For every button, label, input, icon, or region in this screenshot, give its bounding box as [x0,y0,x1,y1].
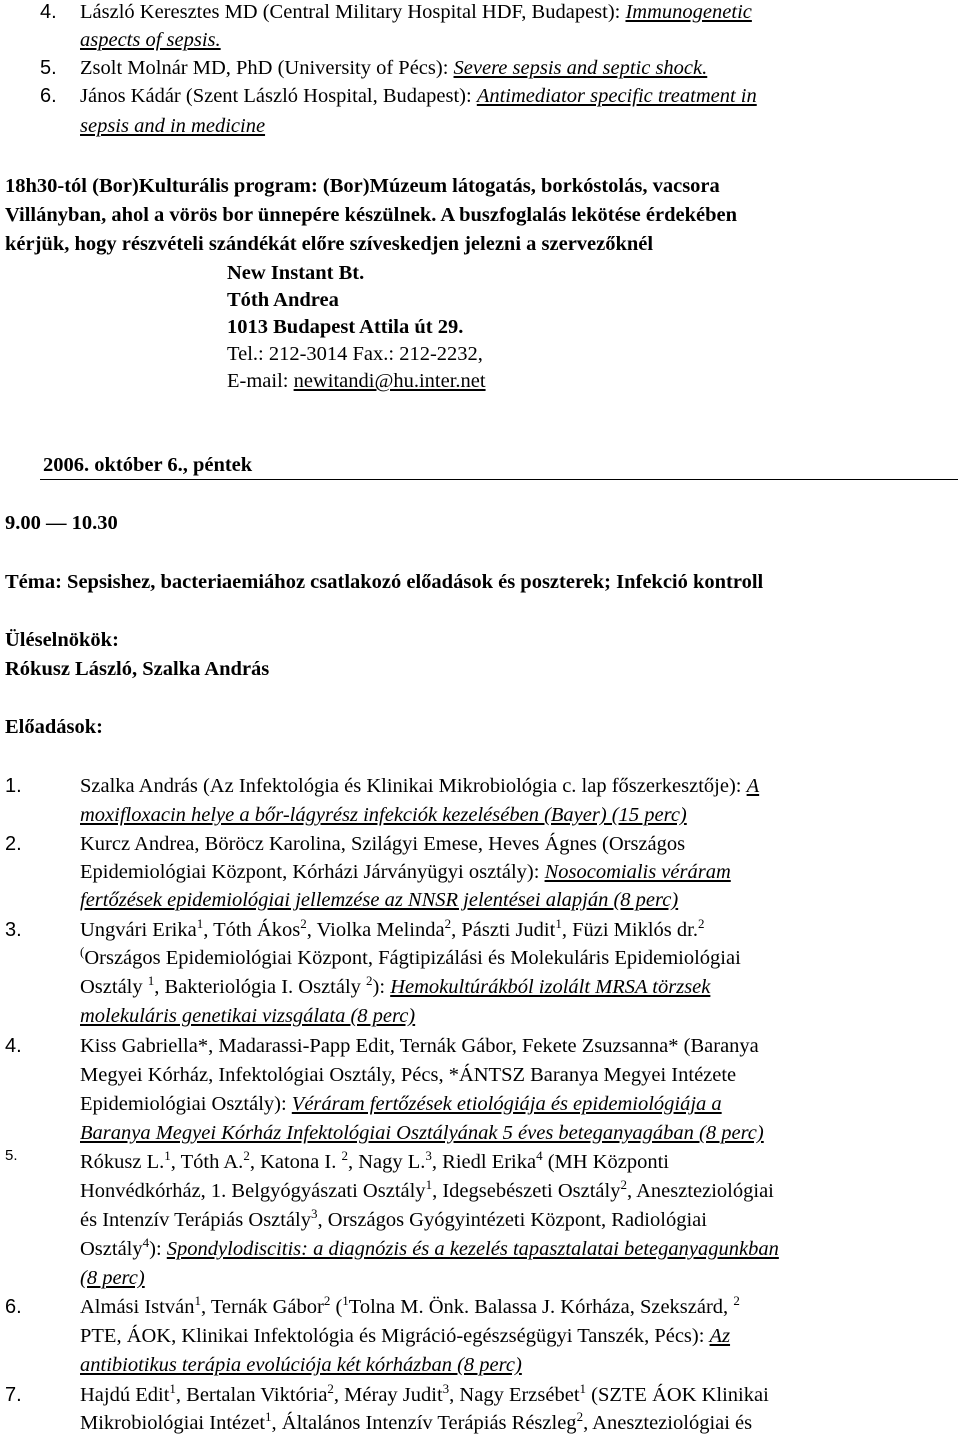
talk-author [80,916,704,944]
talk-title: Az [709,1325,731,1347]
session-topic: Téma: Sepsishez, bacteriaemiához csatlakozó előadások és poszterek; Infekció kontroll [5,571,764,593]
affiliation-text: Honvédkórház, 1. Belgyógyászati Osztály [80,1180,426,1202]
affiliation-mark: 2 [444,916,452,931]
author-name: , Riedl Erika [431,1151,537,1173]
author-name: , Méray Judit [333,1384,443,1406]
affiliation-text: , Bakteriológia I. Osztály [154,976,367,998]
affiliation-mark: 1 [169,1381,176,1396]
talk-title: Hemokultúrákból izolált MRSA törzsek [390,976,711,998]
affiliation-mark: 2 [327,1381,334,1396]
affiliation-mark: 2 [697,916,705,931]
talk-line [80,973,710,1001]
author-name: , Ternák Gábor [200,1296,324,1318]
affiliation-mark: 1 [555,916,562,931]
affiliation-text: ( [330,1296,343,1318]
list-number: 6. [5,1296,22,1318]
talk-title: Baranya Megyei Kórház Infektológiai Osztályának 5 éves beteganyagában (8 perc) [80,1122,764,1144]
affiliation-text: és Intenzív Terápiás Osztály [80,1209,312,1231]
author-name: Ungvári Erika [80,919,197,941]
author-name: , Nagy Erzsébet [449,1384,580,1406]
affiliation-mark: 3 [425,1148,432,1163]
talk-author: Kurcz Andrea, Böröcz Karolina, Szilágyi Emese, Heves Ágnes (Országos [80,833,686,855]
author-name: , Füzi Miklós dr. [561,919,698,941]
list-number: 5. [5,1147,18,1164]
affiliation-mark: 4 [536,1148,543,1163]
talk-author [80,1381,769,1409]
talk-author: Kiss Gabriella*, Madarassi-Papp Edit, Ternák Gábor, Fekete Zsuzsanna* (Baranya [80,1035,759,1057]
affiliation-text: Tolna M. Önk. Balassa J. Kórháza, Szekszárd, [348,1296,734,1318]
list-number: 3. [5,919,22,941]
affiliation-mark: 1 [342,1293,349,1308]
talk-title: Spondylodiscitis: a diagnózis és a kezelés tapasztalatai beteganyagunkban [166,1238,779,1260]
contact-address: 1013 Budapest Attila út 29. [227,316,464,338]
affiliation-text: PTE, ÁOK, Klinikai Infektológia és Migráció-egészségügyi Tanszék, Pécs): [80,1325,710,1347]
talk-affiliation [80,1206,707,1234]
talk-line [80,0,752,26]
author-name: , Tóth A. [170,1151,244,1173]
affiliation-text: , Általános Intenzív Terápiás Részleg [271,1412,577,1434]
talk-author [80,1148,669,1176]
contact-phone: Tel.: 212-3014 Fax.: 212-2232, [227,343,483,365]
talk-title: (8 perc) [80,1267,145,1289]
list-number: 5. [40,57,57,79]
talk-line [80,82,757,110]
affiliation-text: , Aneszteziológiai [626,1180,774,1202]
talk-author: János Kádár (Szent László Hospital, Budapest): [80,85,477,107]
talk-affiliation: Megyei Kórház, Infektológiai Osztály, Pécs, *ÁNTSZ Baranya Megyei Intézete [80,1064,737,1086]
affiliation-text: Osztály [80,976,148,998]
chairs-label: Üléselnökök: [5,629,119,651]
affiliation-text: , Országos Gyógyintézeti Központ, Radiológiai [317,1209,707,1231]
talk-title: Véráram fertőzések etiológiája és epidemiológiája a [291,1093,722,1115]
talk-author: Zsolt Molnár MD, PhD (University of Pécs): [80,57,454,79]
author-name: , Tóth Ákos [203,919,301,941]
list-number: 4. [40,1,57,23]
talk-line [80,54,707,82]
talk-line [80,772,759,800]
session-time: 9.00 — 10.30 [5,512,118,534]
talk-title: Antimediator specific treatment in [476,85,757,107]
affiliation-text: ): [372,976,391,998]
contact-email-line [227,367,486,395]
affiliation-text: Országos Epidemiológiai Központ, Fágtipizálási és Molekuláris Epidemiológiai [84,947,741,969]
affiliation-mark: 1 [425,1177,433,1192]
author-name: , Violka Melinda [306,919,445,941]
affiliation-mark: 3 [442,1381,450,1396]
contact-email-label: E-mail: [227,370,294,392]
evening-program-line: Villányban, ahol a vörös bor ünnepére készülnek. A buszfoglalás lekötése érdekében [5,204,738,226]
list-number: 7. [5,1384,22,1406]
author-name: , Katona I. [249,1151,342,1173]
affiliation-text: , Idegsebészeti Osztály [432,1180,621,1202]
talk-author: László Keresztes MD (Central Military Hospital HDF, Budapest): [80,1,626,23]
affiliation-mark: 4 [142,1235,150,1250]
contact-company: New Instant Bt. [227,262,365,284]
affiliation-text: (MH Központi [542,1151,669,1173]
talk-author: Epidemiológiai Központ, Kórházi Járványügyi osztály): [80,861,545,883]
talk-title: molekuláris genetikai vizsgálata (8 perc) [80,1005,416,1027]
affiliation-text: ): [149,1238,167,1260]
affiliation-text: (SZTE ÁOK Klinikai [586,1384,769,1406]
talk-line [80,858,731,886]
talk-affiliation [80,1177,774,1205]
affiliation-mark: 2 [341,1148,348,1163]
evening-program-line: kérjük, hogy részvételi szándékát előre szíveskedjen jelezni a szervezőknél [5,233,654,255]
list-number: 4. [5,1035,22,1057]
affiliation-text: Mikrobiológiai Intézet [80,1412,266,1434]
list-number: 1. [5,775,22,797]
contact-person: Tóth Andrea [227,289,339,311]
talk-affiliation [80,1409,752,1437]
affiliation-mark: 2 [366,973,373,988]
author-name: Almási István [80,1296,195,1318]
author-name: Hajdú Edit [80,1384,170,1406]
affiliation-mark: 2 [576,1409,584,1424]
talk-affiliation [80,944,741,972]
talk-title: moxifloxacin helye a bőr-lágyrész infekciók kezelésében (Bayer) (15 perc) [80,804,687,826]
affiliation-mark: 1 [164,1148,171,1163]
talk-line [80,1090,722,1118]
affiliation-mark: 2 [300,916,307,931]
affiliation-text: , Aneszteziológiai és [583,1412,753,1434]
affiliation-text: Osztály [80,1238,143,1260]
author-name: Rókusz L. [80,1151,165,1173]
author-name: , Pászti Judit [451,919,556,941]
day-date: 2006. október 6., péntek [43,454,253,476]
talk-title: sepsis and in medicine [80,115,266,137]
talk-author: Szalka András (Az Infektológia és Klinikai Mikrobiológia c. lap főszerkesztője): [80,775,747,797]
talk-title: fertőzések epidemiológiai jellemzése az NNSR jelentései alapján (8 perc) [80,889,679,911]
affiliation-mark: 3 [311,1206,318,1221]
list-number: 6. [40,85,57,107]
author-name: , Bertalan Viktória [175,1384,328,1406]
talk-title: antibiotikus terápia evolúciója két kórházban (8 perc) [80,1354,522,1376]
affiliation-mark: 2 [323,1293,331,1308]
affiliation-mark: 1 [196,916,204,931]
affiliation-mark: 1 [579,1381,587,1396]
talk-affiliation: Epidemiológiai Osztály): [80,1093,292,1115]
affiliation-mark: ( [80,944,85,959]
chairs-names: Rókusz László, Szalka András [5,658,270,680]
talk-title: aspects of sepsis. [80,29,221,51]
author-name: , Nagy L. [347,1151,426,1173]
talk-title: Severe sepsis and septic shock. [453,57,708,79]
talk-line [80,1235,779,1263]
affiliation-mark: 2 [620,1177,627,1192]
list-number: 2. [5,833,22,855]
affiliation-mark: 1 [147,973,155,988]
talk-author [80,1293,740,1321]
affiliation-mark: 1 [194,1293,201,1308]
evening-program-line: 18h30-tól (Bor)Kulturális program: (Bor)Múzeum látogatás, borkóstolás, vacsora [5,175,720,197]
talk-line [80,1322,730,1350]
affiliation-mark: 1 [265,1409,272,1424]
talks-label: Előadások: [5,716,103,738]
contact-email-link[interactable]: newitandi@hu.inter.net [293,370,486,392]
talk-title: Nosocomialis véráram [544,861,731,883]
affiliation-mark: 2 [243,1148,250,1163]
date-underline-rule [40,479,958,480]
affiliation-mark: 2 [733,1293,740,1308]
talk-title: A [746,775,760,797]
talk-title: Immunogenetic [625,1,752,23]
